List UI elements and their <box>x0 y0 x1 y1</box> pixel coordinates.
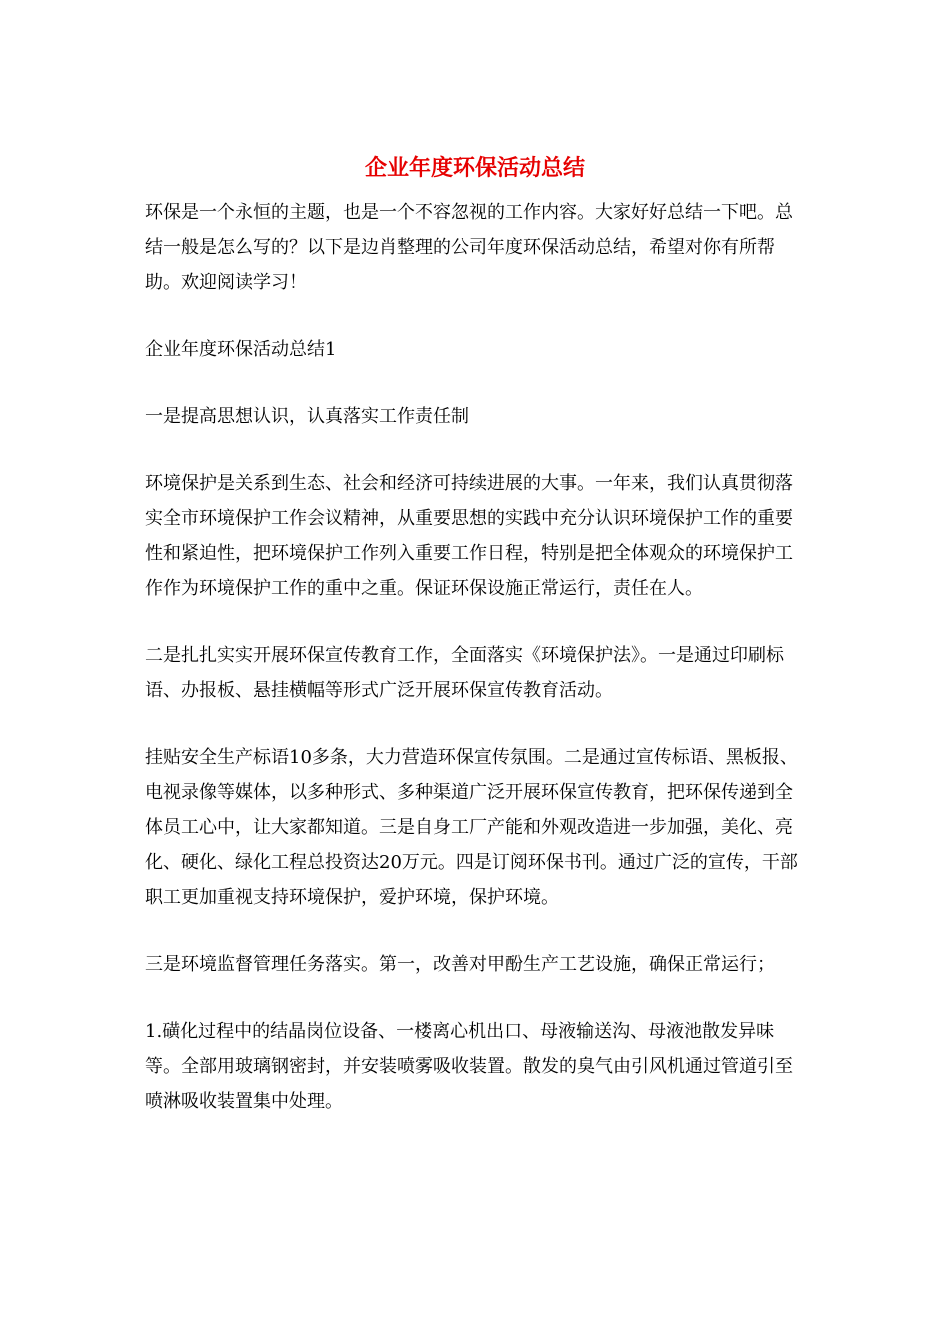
document-title: 企业年度环保活动总结 <box>364 155 585 181</box>
point-two-paragraph: 二是扎扎实实开展环保宣传教育工作，全面落实《环境保护法》。一是通过印刷标语、办报板、悬挂横幅等形式广泛开展环保宣传教育活动。 <box>145 645 784 701</box>
body-paragraph: 挂贴安全生产标语10多条，大力营造环保宣传氛围。二是通过宣传标语、黑板报、电视录像等媒体，以多种形式、多种渠道广泛开展环保宣传教育，把环保传递到全体员工心中，让大家都知道。三是自身工厂产能和外观改造进一步加强，美化、亮化、硬化、绿化工程总投资达20万元。四是订阅环保书刊。通过广泛的宣传，干部职工更加重视支持环境保护，爱护环境，保护环境。 <box>145 747 798 908</box>
intro-paragraph: 环保是一个永恒的主题，也是一个不容忽视的工作内容。大家好好总结一下吧。总结一般是怎么写的？以下是边肖整理的公司年度环保活动总结，希望对你有所帮助。欢迎阅读学习！ <box>145 202 793 293</box>
point-one-heading: 一是提高思想认识，认真落实工作责任制 <box>145 406 469 427</box>
document-body <box>145 195 810 1119</box>
numbered-item: 1.磺化过程中的结晶岗位设备、一楼离心机出口、母液输送沟、母液池散发异味等。全部用玻璃钢密封，并安装喷雾吸收装置。散发的臭气由引风机通过管道引至喷淋吸收装置集中处理。 <box>145 1021 793 1112</box>
section-heading: 企业年度环保活动总结1 <box>145 339 337 360</box>
point-three-paragraph: 三是环境监督管理任务落实。第一，改善对甲酚生产工艺设施，确保正常运行； <box>145 954 775 975</box>
body-paragraph: 环境保护是关系到生态、社会和经济可持续进展的大事。一年来，我们认真贯彻落实全市环境保护工作会议精神，从重要思想的实践中充分认识环境保护工作的重要性和紧迫性，把环境保护工作列入重要工作日程，特别是把全体观众的环境保护工作作为环境保护工作的重中之重。保证环保设施正常运行，责任在人。 <box>145 473 793 599</box>
